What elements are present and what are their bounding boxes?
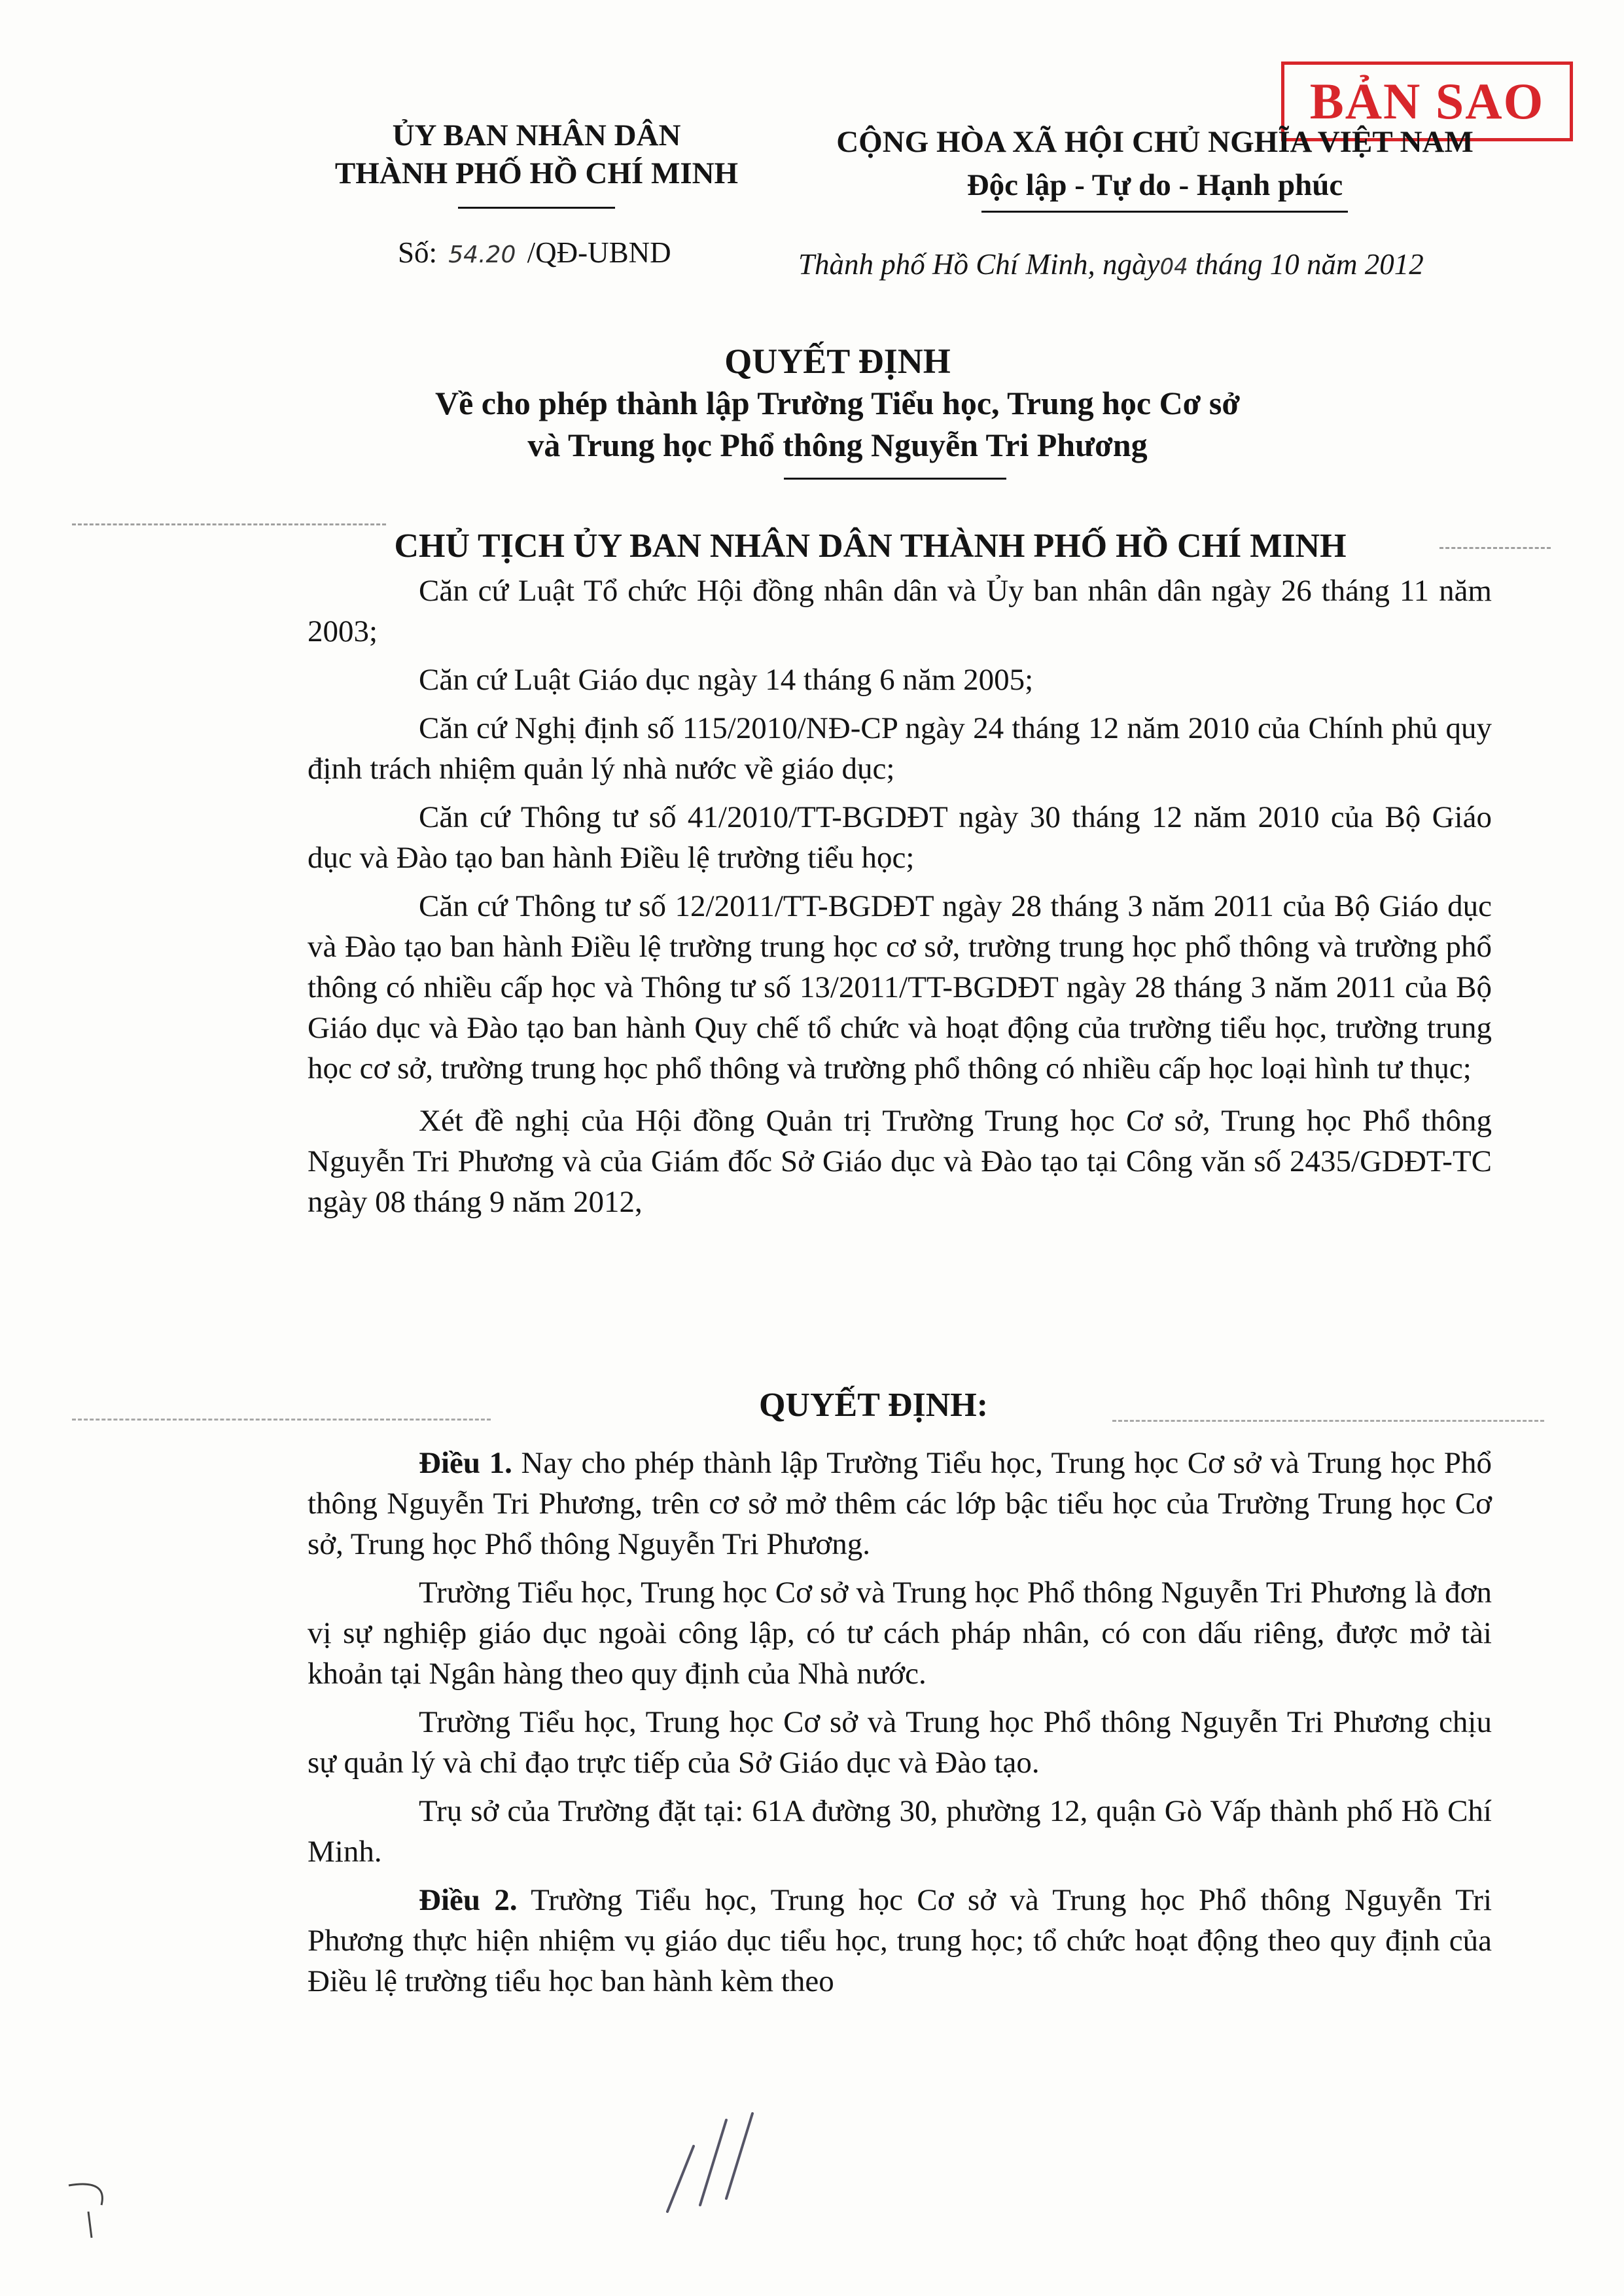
article-1-label: Điều 1. — [419, 1446, 512, 1480]
title-underline — [784, 478, 1006, 480]
article-1 — [308, 1443, 1492, 1564]
number-handwritten: 54.20 — [448, 241, 516, 268]
article-1-text: Nay cho phép thành lập Trường Tiểu học, Trung học Cơ sở và Trung học Phổ thông Nguyễn Tri Phương, trên cơ sở mở thêm các lớp bậc tiểu học của Trường Trung học Cơ sở, Trung học Phổ thông Nguyễn Tri Phương. — [308, 1446, 1492, 1561]
preamble-paragraph: Căn cứ Luật Giáo dục ngày 14 tháng 6 năm 2005; — [419, 663, 1034, 697]
agency-line-2: THÀNH PHỐ HỒ CHÍ MINH — [334, 156, 739, 190]
scan-artifact-line — [1112, 1420, 1544, 1422]
scan-artifact-mark — [62, 2172, 121, 2244]
national-header — [792, 120, 1518, 207]
nation-line-1: CỘNG HÒA XÃ HỘI CHỦ NGHĨA VIỆT NAM — [836, 125, 1474, 159]
preamble-paragraph: Căn cứ Nghị định số 115/2010/NĐ-CP ngày 24 tháng 12 năm 2010 của Chính phủ quy định trách nhiệm quản lý nhà nước về giáo dục; — [308, 711, 1492, 786]
article-1-paragraph: Trường Tiểu học, Trung học Cơ sở và Trung học Phổ thông Nguyễn Tri Phương là đơn vị sự nghiệp giáo dục ngoài công lập, có tư cách pháp nhân, có con dấu riêng, được mở tài khoản tại Ngân hàng theo quy định của Nhà nước. — [308, 1576, 1492, 1691]
copy-stamp-text: BẢN SAO — [1309, 73, 1545, 130]
number-prefix: Số: — [398, 236, 438, 269]
title-line-2: và Trung học Phổ thông Nguyễn Tri Phương — [527, 427, 1148, 463]
place-date — [798, 247, 1424, 281]
initials-mark — [654, 2100, 766, 2218]
article-2-label: Điều 2. — [419, 1883, 518, 1917]
title-heading: QUYẾT ĐỊNH — [724, 342, 951, 381]
title-line-1: Về cho phép thành lập Trường Tiểu học, Trung học Cơ sở — [434, 385, 1241, 421]
preamble — [308, 571, 1492, 1230]
article-2 — [308, 1880, 1492, 2002]
place-date-prefix: Thành phố Hồ Chí Minh, ngày — [798, 248, 1160, 281]
day-handwritten: 04 — [1159, 254, 1188, 280]
number-suffix: /QĐ-UBND — [527, 236, 671, 269]
scan-artifact-line — [72, 1419, 491, 1421]
preamble-paragraph: Xét đề nghị của Hội đồng Quản trị Trường Trung học Cơ sở, Trung học Phổ thông Nguyễn Tri Phương và của Giám đốc Sở Giáo dục và Đào tạo tại Công văn số 2435/GDĐT-TC ngày 08 tháng 9 năm 2012, — [308, 1104, 1492, 1219]
article-2-text: Trường Tiểu học, Trung học Cơ sở và Trung học Phổ thông Nguyễn Tri Phương thực hiện nhiệm vụ giáo dục tiểu học, trung học; tổ chức hoạt động theo quy định của Điều lệ trường tiểu học ban hành kèm theo — [308, 1883, 1492, 1998]
preamble-paragraph: Căn cứ Luật Tổ chức Hội đồng nhân dân và Ủy ban nhân dân ngày 26 tháng 11 năm 2003; — [308, 574, 1492, 648]
nation-motto: Độc lập - Tự do - Hạnh phúc — [966, 168, 1343, 202]
article-1-paragraph: Trụ sở của Trường đặt tại: 61A đường 30, phường 12, quận Gò Vấp thành phố Hồ Chí Minh. — [308, 1794, 1492, 1869]
preamble-paragraph: Căn cứ Thông tư số 41/2010/TT-BGDĐT ngày 30 tháng 12 năm 2010 của Bộ Giáo dục và Đào tạo ban hành Điều lệ trường tiểu học; — [308, 800, 1492, 875]
document-number — [398, 236, 671, 270]
agency-line-1: ỦY BAN NHÂN DÂN — [392, 118, 681, 152]
decision-articles — [308, 1443, 1492, 2009]
preamble-paragraph: Căn cứ Thông tư số 12/2011/TT-BGDĐT ngày 28 tháng 3 năm 2011 của Bộ Giáo dục và Đào tạo ban hành Điều lệ trường trung học cơ sở, trường trung học phổ thông và trường phổ thông có nhiều cấp học và Thông tư số 13/2011/TT-BGDĐT ngày 28 tháng 3 năm 2011 của Bộ Giáo dục và Đào tạo ban hành Quy chế tổ chức và hoạt động của trường tiểu học, trường trung học cơ sở, trường trung học phổ thông và trường phổ thông có nhiều cấp học loại hình tư thục; — [308, 889, 1492, 1086]
article-1-paragraph: Trường Tiểu học, Trung học Cơ sở và Trung học Phổ thông Nguyễn Tri Phương chịu sự quản lý và chỉ đạo trực tiếp của Sở Giáo dục và Đào tạo. — [308, 1705, 1492, 1780]
issuing-agency — [275, 116, 798, 192]
place-date-suffix: tháng 10 năm 2012 — [1195, 248, 1424, 281]
issuing-authority: CHỦ TỊCH ỦY BAN NHÂN DÂN THÀNH PHỐ HỒ CHÍ MINH — [394, 527, 1347, 565]
decision-title — [281, 340, 1394, 466]
scan-artifact-line — [72, 523, 386, 525]
motto-underline — [981, 211, 1348, 213]
decision-heading: QUYẾT ĐỊNH: — [758, 1386, 989, 1424]
agency-underline — [458, 207, 615, 209]
